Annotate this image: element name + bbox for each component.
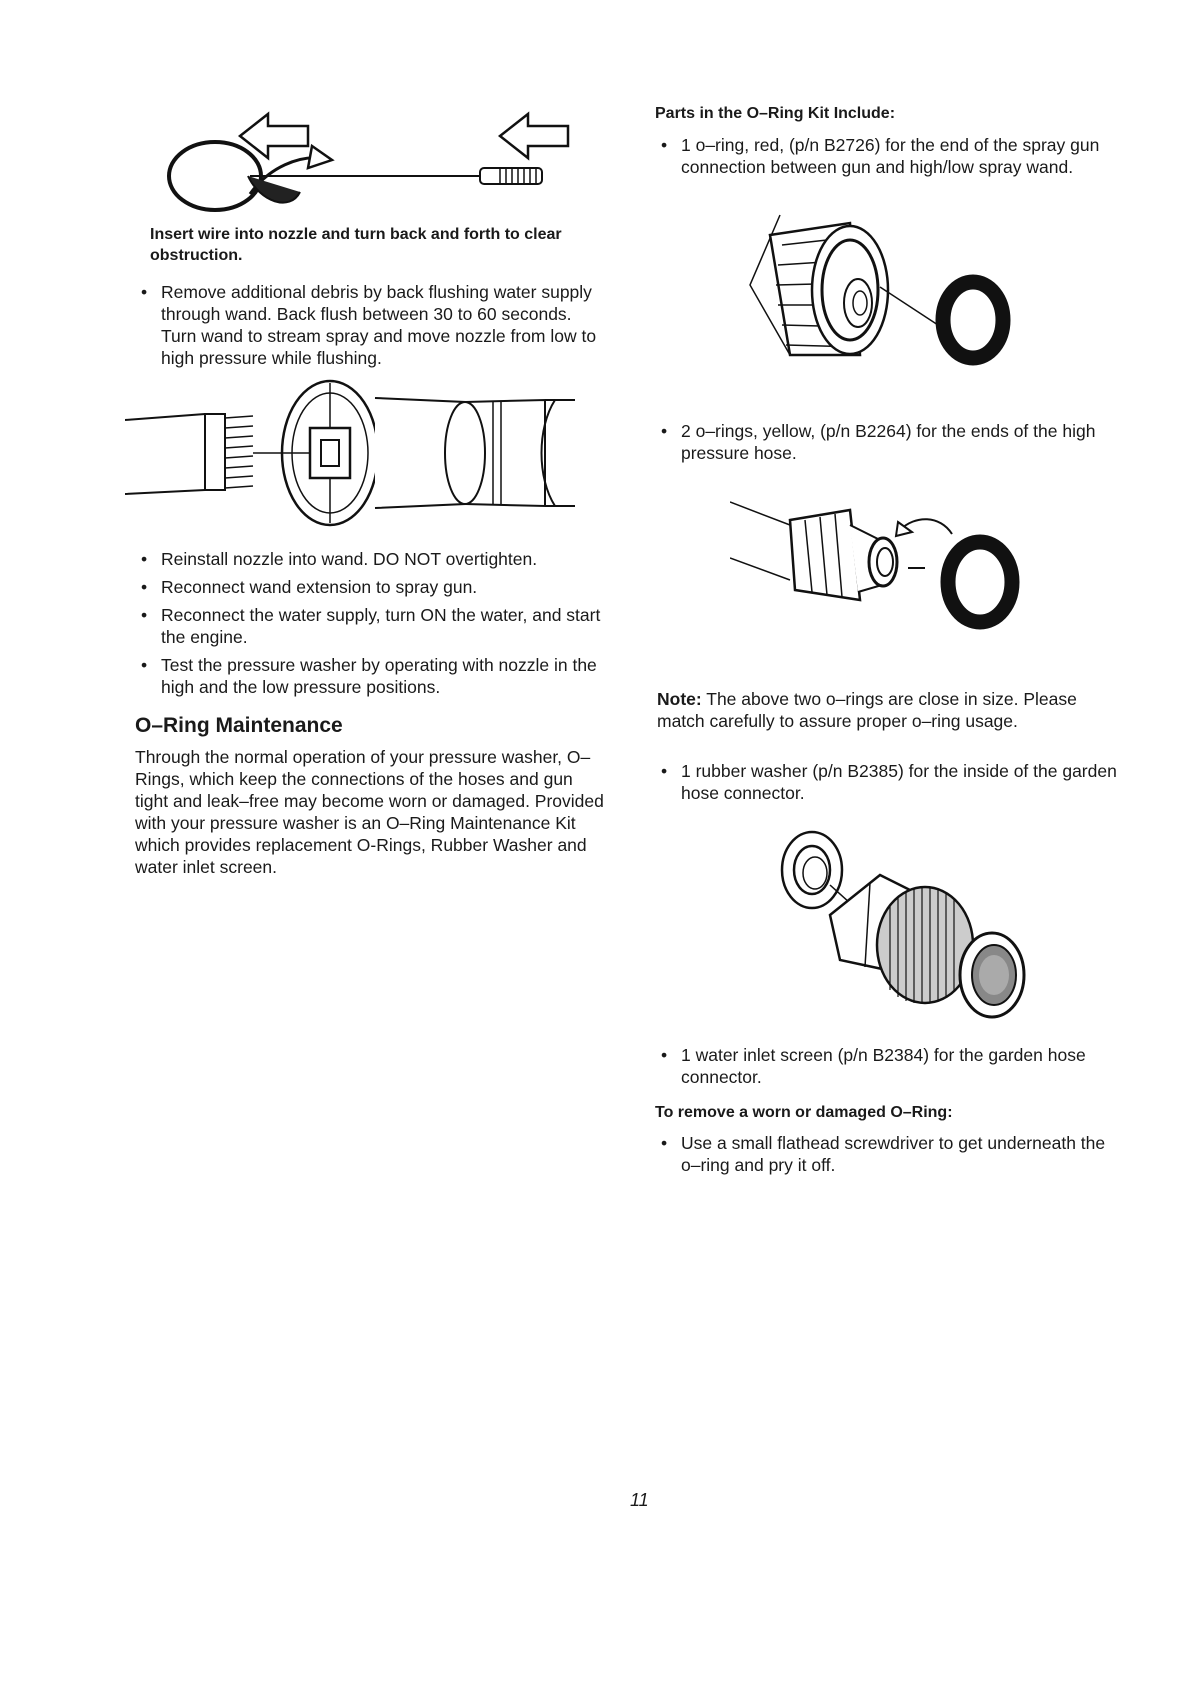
list-item: • 1 o–ring, red, (p/n B2726) for the end of the spray gun connection between gun and high/low spray wand. xyxy=(655,134,1125,178)
kit-item-2 xyxy=(655,420,1125,470)
oring-maintenance-paragraph: Through the normal operation of your pressure washer, O–Rings, which keep the connections of the hoses and gun tight and leak–free may become worn or damaged. Provided with your pressure washer is an O–Ring Maintenance Kit which provides replacement O-Rings, Rubber Washer and water inlet screen. xyxy=(135,747,604,877)
list-item: • Remove additional debris by back flushing water supply through wand. Back flush between 30 to 60 seconds. Turn wand to stream spray and move nozzle from low to high pressure while flushing. xyxy=(135,281,605,369)
list-item: • 1 rubber washer (p/n B2385) for the inside of the garden hose connector. xyxy=(655,760,1125,804)
spray-gun-oring-illustration xyxy=(730,205,1050,385)
spray-gun-oring-figure xyxy=(730,205,1050,385)
note-label: Note: xyxy=(657,689,702,709)
wire-figure-caption: Insert wire into nozzle and turn back and forth to clear obstruction. xyxy=(150,226,562,264)
list-item: • 2 o–rings, yellow, (p/n B2264) for the ends of the high pressure hose. xyxy=(655,420,1125,464)
remove-oring-heading: To remove a worn or damaged O–Ring: xyxy=(655,1104,953,1121)
list-item: • Reconnect the water supply, turn ON the water, and start the engine. xyxy=(135,604,605,648)
kit-item-3 xyxy=(655,760,1125,810)
nozzle-assembly-illustration xyxy=(125,378,625,528)
kit-contents-heading: Parts in the O–Ring Kit Include: xyxy=(655,105,896,122)
remove-oring-instructions xyxy=(655,1132,1125,1182)
kit-item-4 xyxy=(655,1044,1125,1094)
page-number: 11 xyxy=(630,1490,649,1510)
hose-oring-illustration xyxy=(730,500,1070,660)
reassembly-instructions-list xyxy=(135,548,605,704)
list-item: • Reconnect wand extension to spray gun. xyxy=(135,576,605,598)
list-item: • Test the pressure washer by operating with nozzle in the high and the low pressure positions. xyxy=(135,654,605,698)
list-item: • 1 water inlet screen (p/n B2384) for the garden hose connector. xyxy=(655,1044,1125,1088)
list-item: • Use a small flathead screwdriver to get underneath the o–ring and pry it off. xyxy=(655,1132,1125,1176)
garden-hose-connector-figure xyxy=(770,825,1050,1025)
wire-cleaning-figure xyxy=(150,96,600,216)
wire-cleaning-illustration xyxy=(150,96,600,216)
note-text: The above two o–rings are close in size. Please match carefully to assure proper o–ring usage. xyxy=(657,689,1077,731)
oring-size-note xyxy=(657,688,1107,732)
list-item: • Reinstall nozzle into wand. DO NOT overtighten. xyxy=(135,548,605,570)
garden-hose-connector-illustration xyxy=(770,825,1050,1025)
flush-instructions-list xyxy=(135,281,605,375)
oring-maintenance-heading: O–Ring Maintenance xyxy=(135,714,343,737)
hose-oring-figure xyxy=(730,500,1070,660)
kit-item-1 xyxy=(655,134,1125,184)
nozzle-assembly-figure xyxy=(125,378,625,528)
